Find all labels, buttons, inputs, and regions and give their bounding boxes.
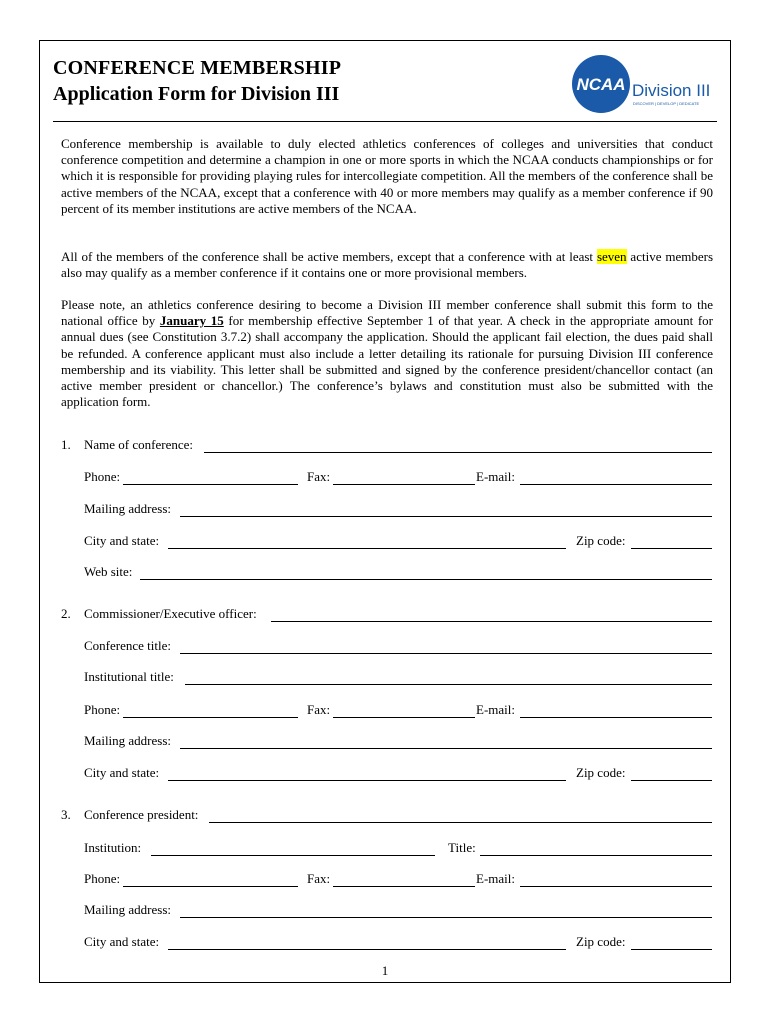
p3-text-b: for membership effective September 1 of that year. A check in the appropriate amount for annual dues (see Constitution 3.7.2) shall accompany the application. Should the applicant fail election, the dues paid shall be refunded. A conference applicant must also include a letter detailing its rationale for pursuing Division III conference membership and its viability. This letter shall be submitted and signed by the conference president/chancellor contact (an active member president or chancellor.) The conference’s bylaws and constitution must also be submitted with the application form. — [61, 313, 713, 410]
header-divider — [53, 121, 717, 122]
s2-zip-field[interactable] — [631, 780, 712, 781]
s3-mailing-field[interactable] — [180, 917, 712, 918]
s3-zip-label: Zip code: — [576, 934, 626, 949]
s2-phone-label: Phone: — [84, 702, 121, 717]
s3-institution-field[interactable] — [151, 855, 435, 856]
s1-fax-label: Fax: — [307, 469, 331, 484]
logo-tagline: DISCOVER | DEVELOP | DEDICATE — [633, 101, 700, 106]
conference-title-label: Conference title: — [84, 638, 171, 653]
s1-email-label: E-mail: — [476, 469, 515, 484]
s1-city-label: City and state: — [84, 533, 160, 548]
conference-president-field[interactable] — [209, 822, 712, 823]
ncaa-logo-text: NCAA — [576, 75, 626, 94]
s3-city-field[interactable] — [168, 949, 566, 950]
s3-title-field[interactable] — [480, 855, 712, 856]
s1-mailing-field[interactable] — [180, 516, 712, 517]
s2-mailing-label: Mailing address: — [84, 733, 172, 748]
conference-president-label: Conference president: — [84, 807, 199, 822]
p2-text-b: active members also may qualify as a member conference if it contains one or more provisional members. — [61, 249, 714, 281]
s3-email-label: E-mail: — [476, 871, 515, 886]
s2-phone-field[interactable] — [123, 717, 298, 718]
s2-email-field[interactable] — [520, 717, 712, 718]
s3-institution-label: Institution: — [84, 840, 142, 855]
s1-phone-field[interactable] — [123, 484, 298, 485]
form-title: CONFERENCE MEMBERSHIP — [53, 57, 342, 79]
s1-zip-field[interactable] — [631, 548, 712, 549]
ncaa-division-iii-logo — [571, 54, 711, 114]
p3-text-a: Please note, an athletics conference desiring to become a Division III member conference shall submit this form to the national office by — [61, 297, 713, 329]
deadline-date: January 15 — [159, 313, 224, 329]
section-2-number: 2. — [61, 606, 71, 621]
s1-city-field[interactable] — [168, 548, 566, 549]
s2-city-label: City and state: — [84, 765, 160, 780]
s2-fax-label: Fax: — [307, 702, 331, 717]
s1-web-field[interactable] — [140, 579, 712, 580]
division-iii-logo-text: Division III — [632, 81, 711, 100]
s3-title-label: Title: — [448, 840, 476, 855]
commissioner-field[interactable] — [271, 621, 712, 622]
section-3-number: 3. — [61, 807, 71, 822]
s2-zip-label: Zip code: — [576, 765, 626, 780]
s2-fax-field[interactable] — [333, 717, 475, 718]
s2-city-field[interactable] — [168, 780, 566, 781]
conference-name-field[interactable] — [204, 452, 712, 453]
conference-title-field[interactable] — [180, 653, 712, 654]
s3-phone-label: Phone: — [84, 871, 121, 886]
intro-paragraph-1: Conference membership is available to duly elected athletics conferences of colleges and universities that conduct conference competition and determine a champion in one or more sports in which the NCAA conducts championships or for which it is responsible for providing playing rules for intercollegiate competition. All the members of the conference shall be active members of the NCAA, except that a conference with 40 or more members may qualify as a member conference if 90 percent of its member institutions are active members of the NCAA. — [61, 136, 713, 216]
s3-fax-label: Fax: — [307, 871, 331, 886]
s3-fax-field[interactable] — [333, 886, 475, 887]
intro-paragraph-2 — [61, 249, 713, 281]
s1-email-field[interactable] — [520, 484, 712, 485]
s3-city-label: City and state: — [84, 934, 160, 949]
institutional-title-field[interactable] — [185, 684, 712, 685]
s1-zip-label: Zip code: — [576, 533, 626, 548]
page-number: 1 — [381, 963, 389, 978]
s3-phone-field[interactable] — [123, 886, 298, 887]
s2-email-label: E-mail: — [476, 702, 515, 717]
s3-mailing-label: Mailing address: — [84, 902, 172, 917]
conference-name-label: Name of conference: — [84, 437, 193, 452]
s1-web-label: Web site: — [84, 564, 133, 579]
highlighted-word: seven — [596, 249, 627, 264]
p2-text-a: All of the members of the conference shall be active members, except that a conference with at least — [61, 249, 597, 264]
institutional-title-label: Institutional title: — [84, 669, 174, 684]
commissioner-label: Commissioner/Executive officer: — [84, 606, 257, 621]
s1-phone-label: Phone: — [84, 469, 121, 484]
form-subtitle: Application Form for Division III — [53, 83, 340, 105]
s2-mailing-field[interactable] — [180, 748, 712, 749]
s3-email-field[interactable] — [520, 886, 712, 887]
section-1-number: 1. — [61, 437, 71, 452]
s1-mailing-label: Mailing address: — [84, 501, 172, 516]
s1-fax-field[interactable] — [333, 484, 475, 485]
intro-paragraph-3 — [61, 297, 713, 410]
s3-zip-field[interactable] — [631, 949, 712, 950]
